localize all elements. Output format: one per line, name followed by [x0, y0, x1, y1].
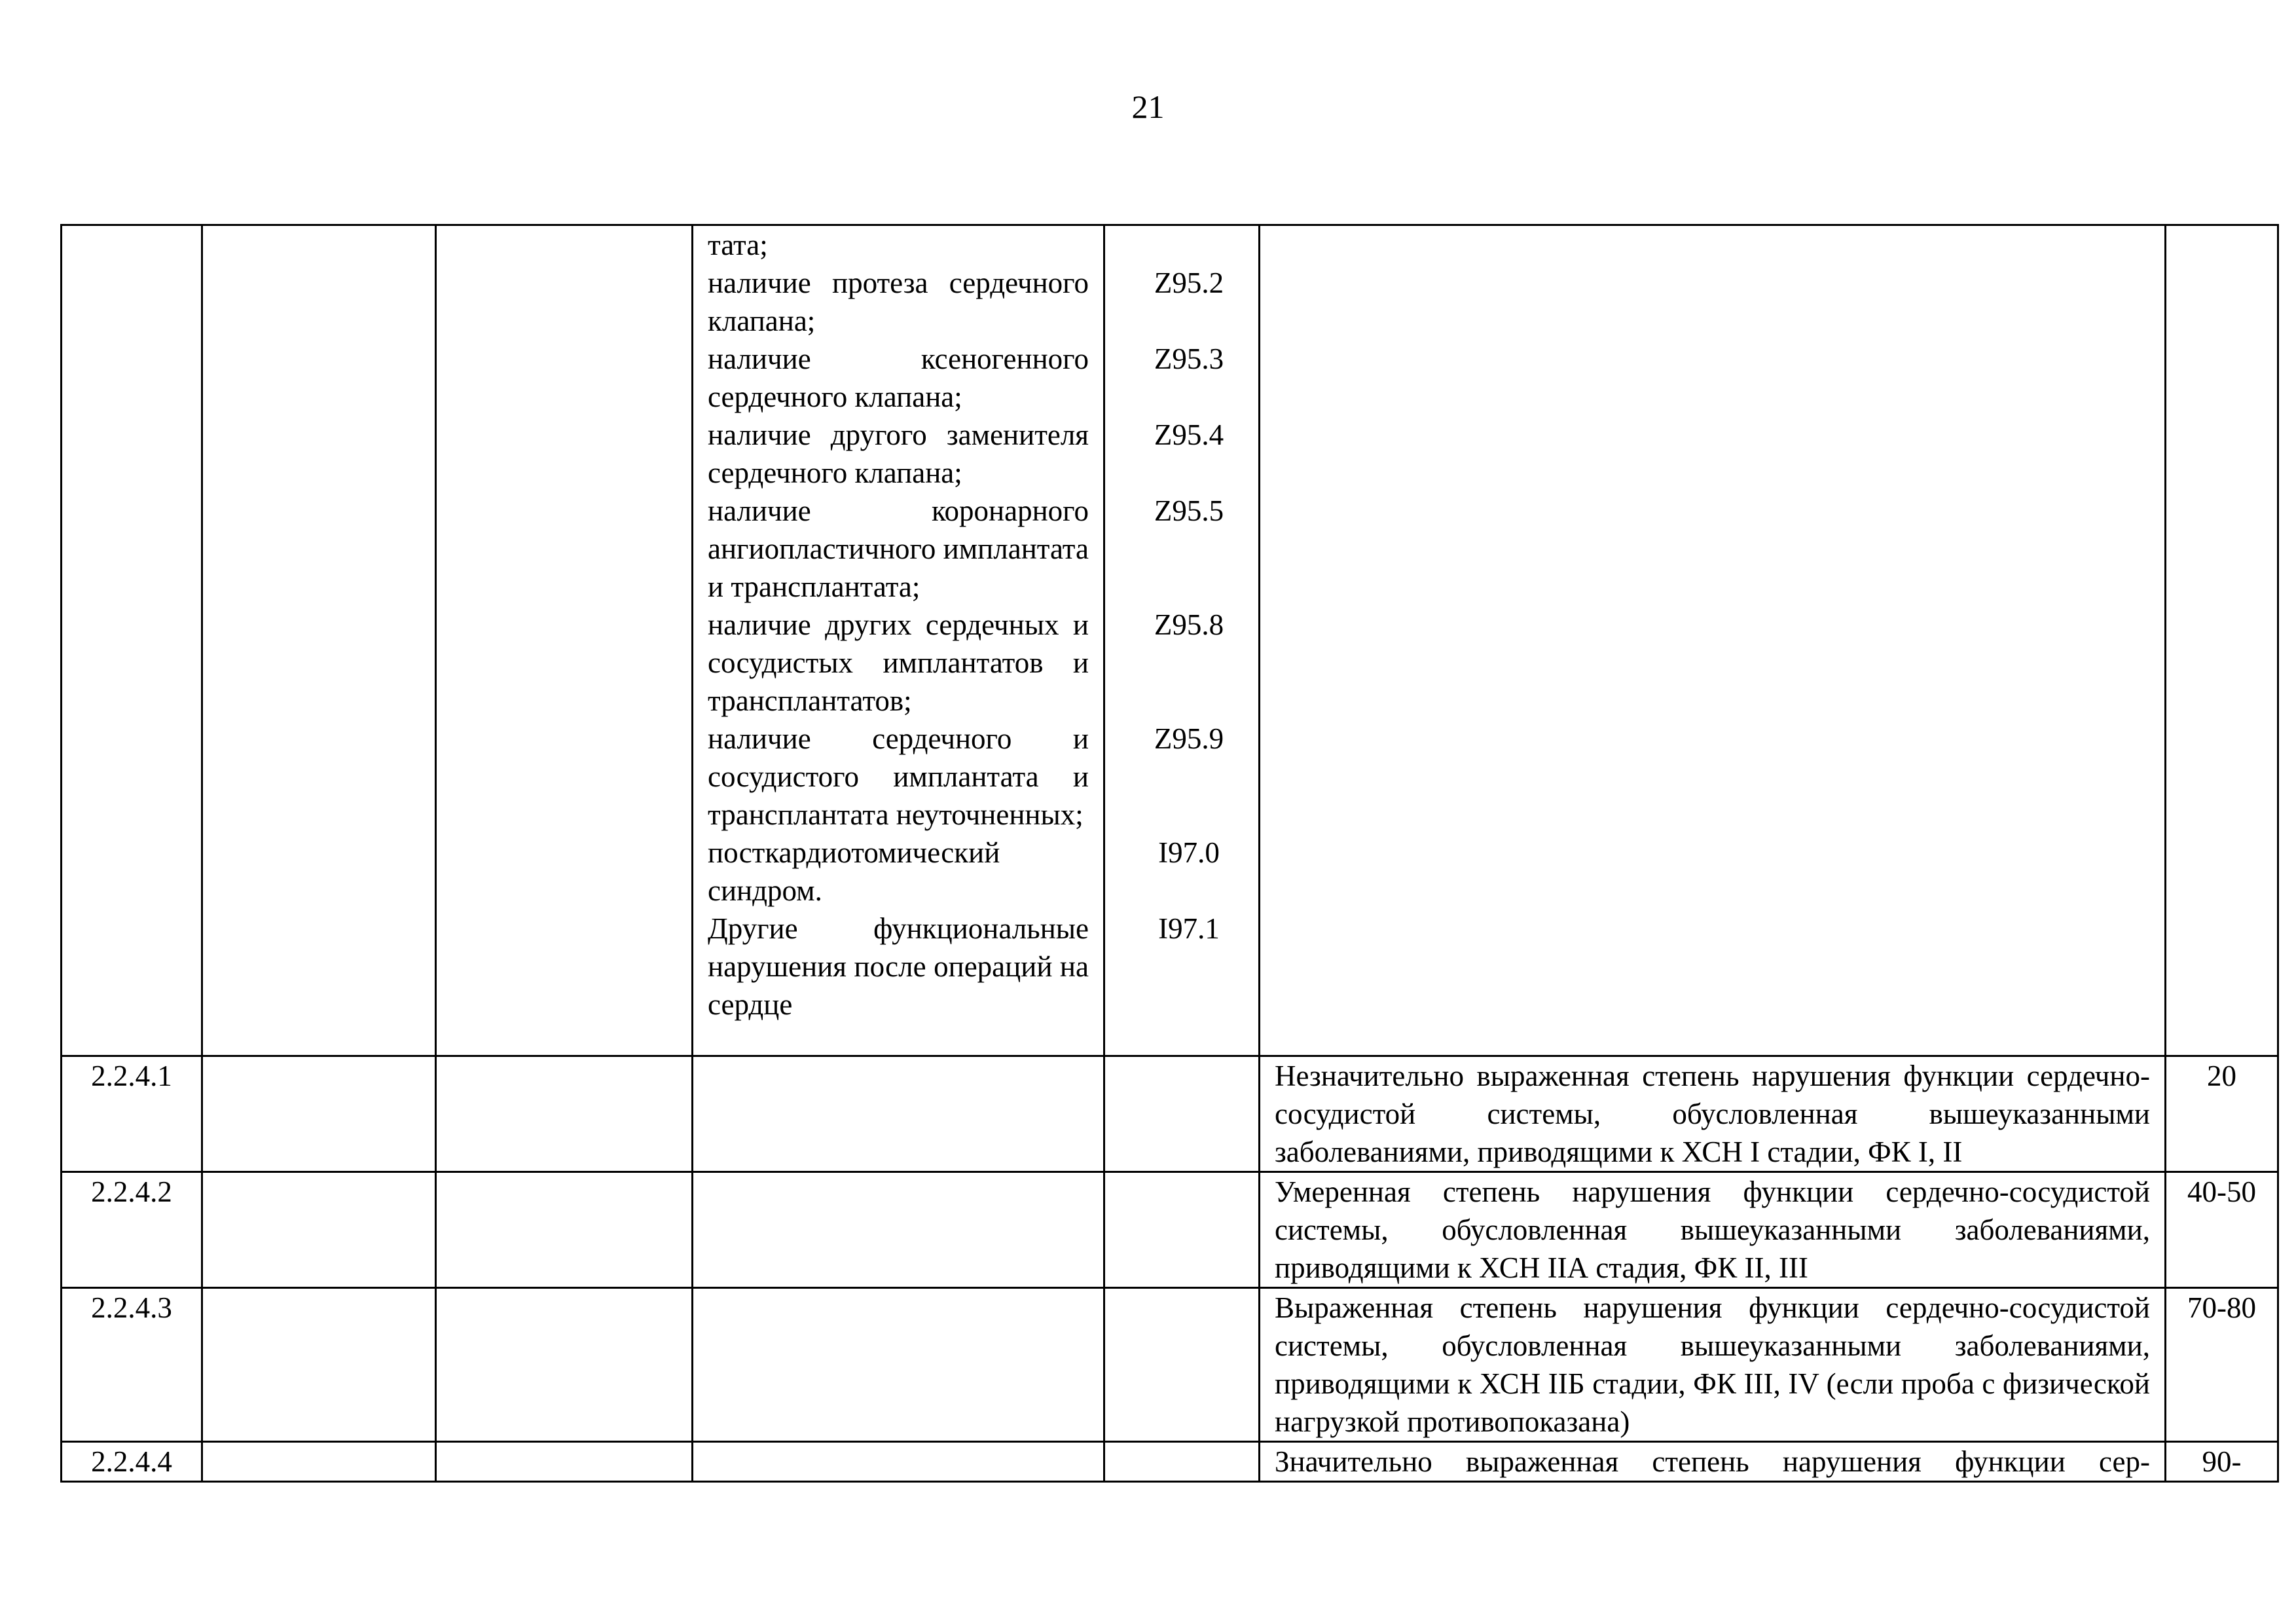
cell-empty	[202, 1288, 436, 1442]
diagnosis-item	[708, 416, 1224, 492]
row-description: Выраженная степень нарушения функции сердечно-сосудистой системы, обусловленная вышеуказанными заболеваниями, приводящими к ХСН IIБ стадии, ФК III, IV (если проба с физической нагрузкой противопоказана)	[1260, 1288, 2166, 1442]
cell-empty	[693, 1288, 1104, 1442]
row-number: 2.2.4.2	[62, 1172, 202, 1288]
table-row	[62, 1056, 2278, 1172]
cell-number-empty	[62, 225, 202, 1056]
row-percent: 40-50	[2166, 1172, 2278, 1288]
row-number: 2.2.4.4	[62, 1442, 202, 1482]
diagnosis-text: наличие протеза сердечного клапана;	[708, 267, 1089, 337]
cell-empty	[202, 1056, 436, 1172]
cell-empty	[1104, 1172, 1260, 1288]
diagnosis-item	[708, 720, 1224, 834]
diagnosis-code: Z95.8	[1154, 608, 1224, 641]
row-percent: 90-	[2166, 1442, 2278, 1482]
cell-empty	[436, 1442, 693, 1482]
diagnosis-code: I97.0	[1158, 836, 1220, 869]
cell-percent-empty	[2166, 225, 2278, 1056]
diagnosis-text: наличие ксеногенного сердечного клапана;	[708, 342, 1089, 413]
cell-empty	[693, 1056, 1104, 1172]
diagnosis-item	[708, 264, 1224, 340]
cell-empty	[1104, 1056, 1260, 1172]
diagnosis-text: тата;	[708, 229, 768, 261]
diagnosis-code: Z95.2	[1154, 267, 1224, 299]
table-row-continuation	[62, 225, 2278, 1056]
row-description: Значительно выраженная степень нарушения функции сер-	[1260, 1442, 2166, 1482]
diagnosis-text: наличие других сердечных и сосудистых имплантатов и трансплантатов;	[708, 608, 1089, 717]
diagnosis-code: Z95.4	[1154, 418, 1224, 451]
cell-empty	[202, 225, 436, 1056]
row-description: Незначительно выраженная степень нарушения функции сердечно-сосудистой системы, обусловленная вышеуказанными заболеваниями, приводящими к ХСН I стадии, ФК I, II	[1260, 1056, 2166, 1172]
diagnosis-text: посткардиотомический синдром.	[708, 836, 1000, 907]
diagnosis-text: наличие коронарного ангиопластичного имплантата и трансплантата;	[708, 494, 1089, 603]
page-number: 21	[1131, 88, 1165, 125]
diagnosis-item	[708, 834, 1220, 910]
cell-empty	[1104, 1288, 1260, 1442]
row-number: 2.2.4.1	[62, 1056, 202, 1172]
diagnosis-text: наличие сердечного и сосудистого имплантата и трансплантата неуточненных;	[708, 722, 1089, 831]
cell-empty	[202, 1172, 436, 1288]
diagnosis-item	[708, 226, 1089, 264]
cell-empty	[693, 1442, 1104, 1482]
cell-description-empty	[1260, 225, 2166, 1056]
diagnosis-text: наличие другого заменителя сердечного клапана;	[708, 418, 1089, 489]
table-row	[62, 1288, 2278, 1442]
cell-empty	[436, 1056, 693, 1172]
row-percent: 20	[2166, 1056, 2278, 1172]
cell-diagnoses	[693, 225, 1224, 1056]
diagnosis-code: Z95.9	[1154, 722, 1224, 755]
classification-table	[60, 224, 2279, 1483]
table-row	[62, 1442, 2278, 1482]
diagnosis-text: Другие функциональные нарушения после операций на сердце	[708, 912, 1089, 1021]
diagnosis-item	[708, 910, 1220, 1024]
diagnosis-list	[708, 226, 1224, 1024]
diagnosis-code: Z95.3	[1154, 342, 1224, 375]
cell-empty	[436, 1288, 693, 1442]
diagnosis-code: I97.1	[1158, 912, 1220, 945]
cell-empty	[436, 225, 693, 1056]
row-percent: 70-80	[2166, 1288, 2278, 1442]
diagnosis-item	[708, 340, 1224, 416]
cell-empty	[693, 1172, 1104, 1288]
diagnosis-item	[708, 606, 1224, 720]
cell-empty	[202, 1442, 436, 1482]
cell-empty	[436, 1172, 693, 1288]
cell-empty	[1104, 1442, 1260, 1482]
diagnosis-code: Z95.5	[1154, 494, 1224, 527]
diagnosis-item	[708, 492, 1224, 606]
table-row	[62, 1172, 2278, 1288]
row-description: Умеренная степень нарушения функции сердечно-сосудистой системы, обусловленная вышеуказанными заболеваниями, приводящими к ХСН IIА стадия, ФК II, III	[1260, 1172, 2166, 1288]
row-number: 2.2.4.3	[62, 1288, 202, 1442]
